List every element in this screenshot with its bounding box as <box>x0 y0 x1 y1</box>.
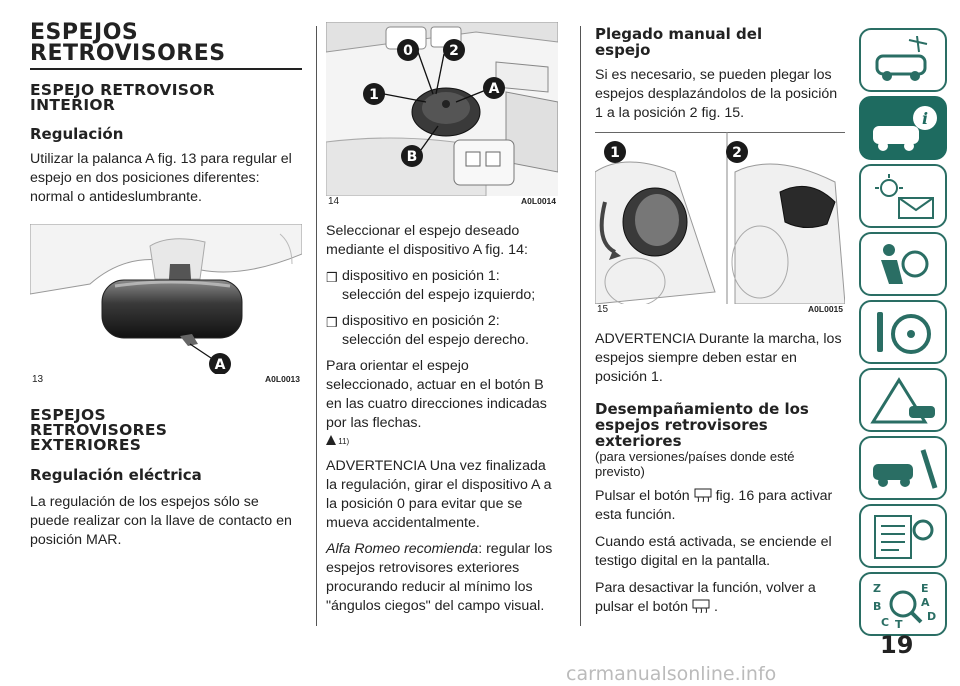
page-number: 19 <box>880 631 914 659</box>
index-letter: A <box>921 596 930 609</box>
figure-code: A0L0013 <box>265 374 300 384</box>
column-divider <box>580 26 581 626</box>
heading-regulacion-electrica: Regulación eléctrica <box>30 466 202 484</box>
index-letter: E <box>921 582 929 595</box>
figure-caption <box>30 374 302 388</box>
heading-plegado: Plegado manual del espejo <box>595 25 763 59</box>
warning-icon <box>326 435 336 445</box>
figure-code: A0L0015 <box>808 304 843 314</box>
desactivar-text-b: . <box>713 599 718 615</box>
column-1 <box>30 0 302 548</box>
defrost-button-icon <box>692 599 710 613</box>
callout-a: A <box>214 357 226 373</box>
bullet-mark: ❒ <box>326 270 338 285</box>
column-divider <box>316 26 317 626</box>
callout-b: B <box>406 149 418 165</box>
paragraph-plegado: Si es necesario, se pueden plegar los espejos desplazándolos de la posición 1 a la posición 2 fig. 15. <box>595 67 838 121</box>
car-wrench-icon <box>869 444 939 494</box>
heading-regulacion: Regulación <box>30 125 124 143</box>
callout-2: 2 <box>449 43 459 59</box>
paragraph-advertencia: ADVERTENCIA Una vez finalizada la regulación, girar el dispositivo A a la posición 0 para evitar que se mueva accidentalmente. <box>326 458 552 531</box>
subsection-title-exterior: ESPEJOS RETROVISORES EXTERIORES <box>30 406 168 454</box>
paragraph-desactivar <box>595 579 845 617</box>
callout-0: 0 <box>403 43 413 59</box>
car-warning-icon <box>869 36 939 86</box>
figure-14 <box>326 22 558 210</box>
index-letter: B <box>873 600 882 613</box>
tab-car-info[interactable] <box>859 96 947 160</box>
tab-list-settings[interactable] <box>859 504 947 568</box>
tab-car-warning[interactable] <box>859 28 947 92</box>
figure-caption <box>326 196 558 210</box>
figure-code: A0L0014 <box>521 196 556 206</box>
list-settings-icon <box>869 512 939 562</box>
steering-key-icon <box>869 308 939 358</box>
bullet-text: dispositivo en posición 2: selección del espejo derecho. <box>342 313 529 348</box>
airbag-icon <box>869 240 939 290</box>
column-3 <box>595 0 845 615</box>
paragraph-pulsar <box>595 487 845 525</box>
tab-lights-mail[interactable] <box>859 164 947 228</box>
defrost-button-icon <box>694 488 712 502</box>
subsection-title-interior: ESPEJO RETROVISOR INTERIOR <box>30 81 215 114</box>
bullet-text: dispositivo en posición 1: selección del espejo izquierdo; <box>342 268 536 303</box>
folding-mirror-illustration <box>595 132 845 304</box>
figure-number: 15 <box>597 304 609 315</box>
tab-warning-triangle[interactable] <box>859 368 947 432</box>
figure-15 <box>595 132 845 318</box>
index-letter: C <box>881 616 890 629</box>
figure-number: 13 <box>32 374 44 385</box>
desactivar-text-a: Para desactivar la función, volver a pulsar el botón <box>595 580 816 615</box>
svg-text:i: i <box>921 109 929 128</box>
callout-a: A <box>488 81 500 97</box>
paragraph-versiones: (para versiones/países donde esté previsto) <box>595 449 795 479</box>
index-letter: Z <box>873 582 881 595</box>
callout-2: 2 <box>732 145 742 161</box>
note-reference <box>326 435 558 451</box>
tab-steering-key[interactable] <box>859 300 947 364</box>
tab-index[interactable] <box>859 572 947 636</box>
paragraph-advertencia-marcha: ADVERTENCIA Durante la marcha, los espejos siempre deben estar en posición 1. <box>595 331 842 385</box>
bullet-mark: ❒ <box>326 315 338 330</box>
index-letter: D <box>927 610 937 623</box>
section-title: ESPEJOS RETROVISORES <box>30 22 302 70</box>
paragraph-regulacion: Utilizar la palanca A fig. 13 para regular el espejo en dos posiciones diferentes: normal o antideslumbrante. <box>30 151 292 205</box>
car-info-icon <box>869 104 939 154</box>
rearview-mirror-illustration <box>30 224 302 374</box>
brand-name: Alfa Romeo recomienda <box>326 541 479 557</box>
paragraph-activada: Cuando está activada, se enciende el testigo digital en la pantalla. <box>595 534 832 569</box>
tab-car-wrench[interactable] <box>859 436 947 500</box>
figure-number: 14 <box>328 196 340 207</box>
mirror-control-illustration <box>326 22 558 196</box>
figure-13 <box>30 224 302 388</box>
index-letter: T <box>895 618 903 630</box>
index-letters-icon <box>869 580 939 630</box>
watermark: carmanualsonline.info <box>566 663 777 685</box>
pulsar-text-b: fig. 16 para activar esta función. <box>595 488 833 523</box>
bullet-item-1 <box>326 267 558 305</box>
paragraph-recomienda <box>326 540 558 616</box>
recomienda-text: : regular los espejos retrovisores exteriores procurando reducir al mínimo los "ángulos ciegos" del campo visual. <box>326 541 553 614</box>
warning-triangle-icon <box>869 376 939 426</box>
paragraph-seleccionar: Seleccionar el espejo deseado mediante el dispositivo A fig. 14: <box>326 223 528 258</box>
heading-desempanamiento: Desempañamiento de los espejos retrovisores exteriores <box>595 400 809 450</box>
paragraph-orientar: Para orientar el espejo seleccionado, actuar en el botón B en las cuatro direcciones indicadas por las flechas. <box>326 358 547 431</box>
bullet-item-2 <box>326 312 558 350</box>
tab-airbag[interactable] <box>859 232 947 296</box>
paragraph-regulacion-electrica: La regulación de los espejos sólo se puede realizar con la llave de contacto en posición MAR. <box>30 494 292 548</box>
callout-1: 1 <box>610 145 620 161</box>
lights-mail-icon <box>869 172 939 222</box>
pulsar-text-a: Pulsar el botón <box>595 488 690 504</box>
callout-1: 1 <box>369 87 379 103</box>
figure-caption <box>595 304 845 318</box>
note-ref-label: 11) <box>338 437 350 446</box>
